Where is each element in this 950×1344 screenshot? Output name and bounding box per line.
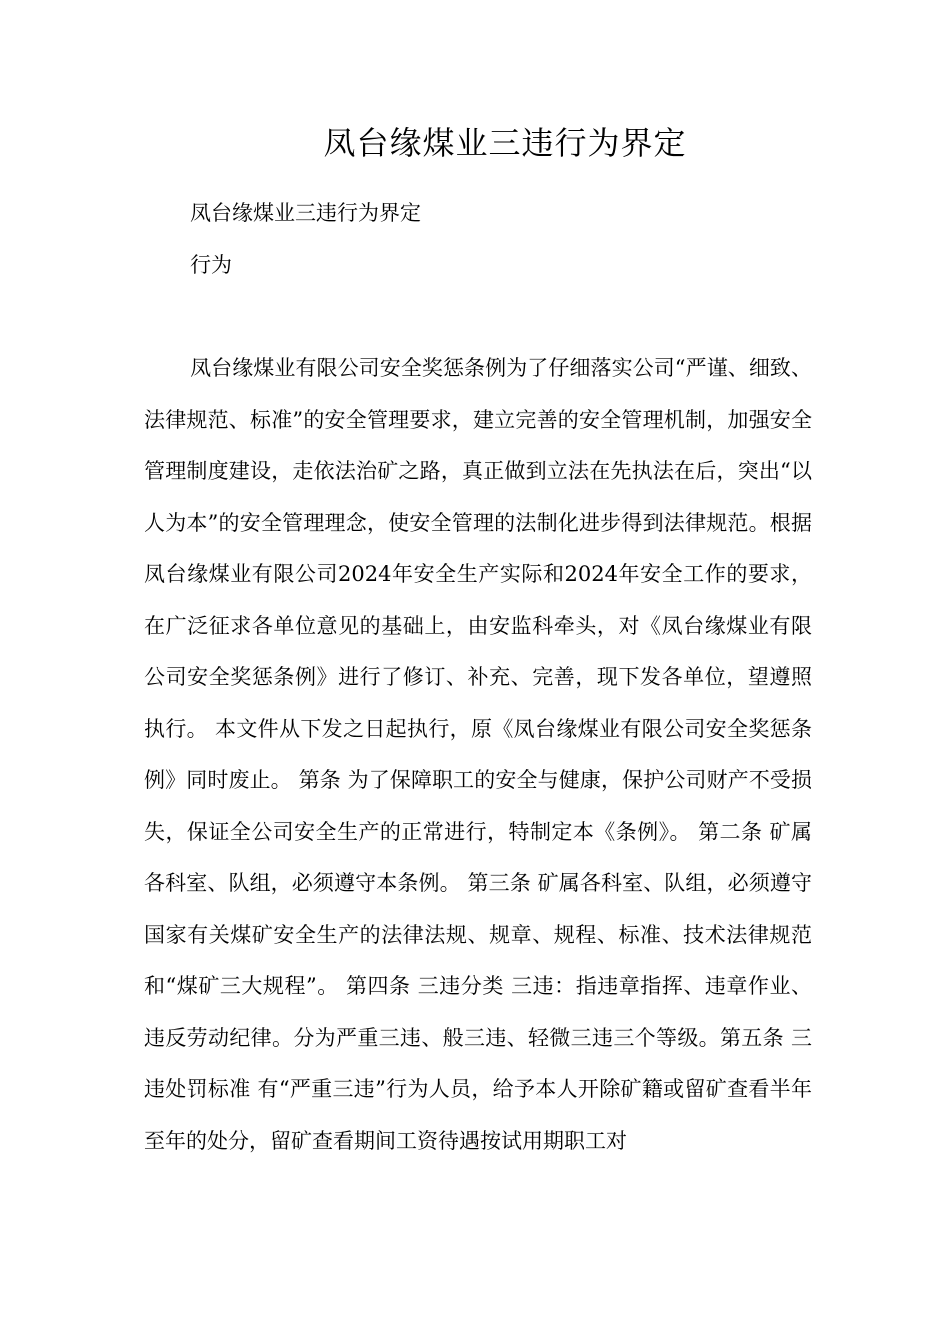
document-subheading: 行为 xyxy=(190,253,232,277)
document-subtitle: 凤台缘煤业三违行为界定 xyxy=(190,201,421,225)
document-body xyxy=(144,343,812,1167)
document-title: 凤台缘煤业三违行为界定 xyxy=(323,124,687,162)
document-body-text: 凤台缘煤业有限公司安全奖惩条例为了仔细落实公司“严谨、细致、法律规范、标准”的安全管理要求，建立完善的安全管理机制，加强安全管理制度建设，走依法治矿之路，真正做到立法在先执法在后，突出“以人为本”的安全管理理念，使安全管理的法制化进步得到法律规范。根据凤台缘煤业有限公司2024年安全生产实际和2024年安全工作的要求，在广泛征求各单位意见的基础上，由安监科牵头，对《凤台缘煤业有限公司安全奖惩条例》进行了修订、补充、完善，现下发各单位，望遵照执行。 本文件从下发之日起执行，原《凤台缘煤业有限公司安全奖惩条例》同时废止。 第条 为了保障职工的安全与健康，保护公司财产不受损失，保证全公司安全生产的正常进行，特制定本《条例》。 第二条 矿属各科室、队组，必须遵守本条例。 第三条 矿属各科室、队组，必须遵守国家有关煤矿安全生产的法律法规、规章、规程、标准、技术法律规范和“煤矿三大规程”。 第四条 三违分类 三违：指违章指挥、违章作业、违反劳动纪律。分为严重三违、般三违、轻微三违三个等级。第五条 三违处罚标准 有“严重三违”行为人员，给予本人开除矿籍或留矿查看半年至年的处分，留矿查看期间工资待遇按试用期职工对 xyxy=(144,356,812,1153)
